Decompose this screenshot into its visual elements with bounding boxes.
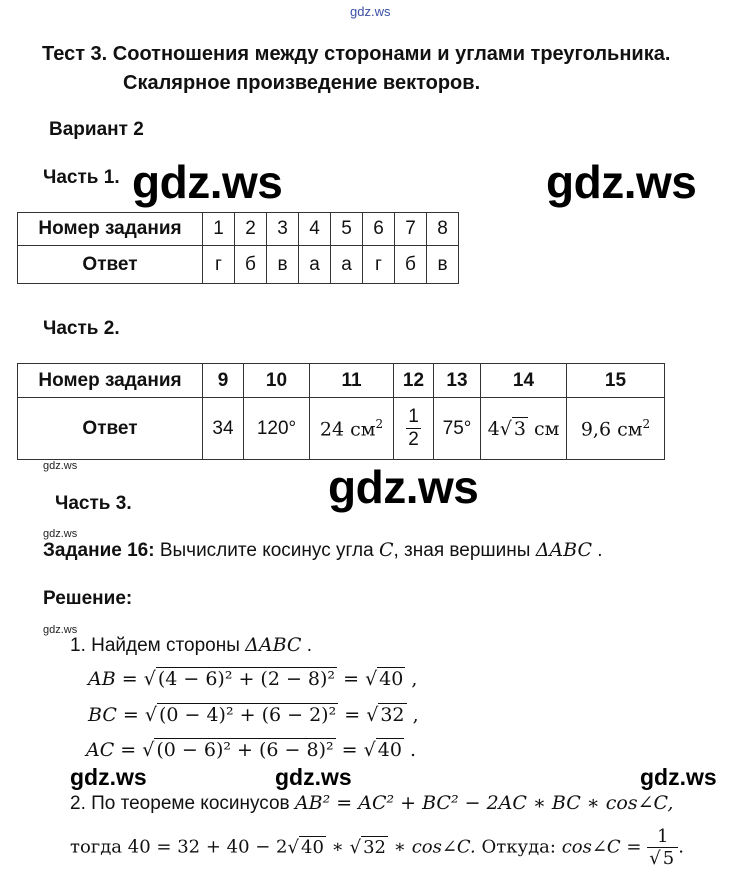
sqrt-icon: √ [366,704,379,726]
answer-cell: б [235,246,267,284]
watermark-small: gdz.ws [43,460,78,472]
sqrt-icon: √ [144,704,157,726]
answer-cell: в [267,246,299,284]
formula-eq: = [341,739,358,761]
table-answer-label: Ответ [18,246,203,284]
sqrt-icon: √ [365,668,378,690]
task-number: 2 [235,213,267,246]
fraction [406,406,421,451]
fraction-denominator: 2 [408,429,419,450]
part3-heading: Часть 3. [55,493,132,514]
watermark-big: gdz.ws [546,156,697,208]
sqrt-icon: √ [649,848,661,869]
fraction-numerator: 1 [647,826,678,848]
part2-heading: Часть 2. [43,318,120,339]
conclusion-op: ∗ [331,836,344,858]
task-number: 6 [363,213,395,246]
fraction [647,826,678,869]
variant-heading: Вариант 2 [49,119,144,140]
formula-end: , [412,704,419,726]
answer-cell: а [331,246,363,284]
conclusion-text: тогда 40 = 32 + 40 − 2 [70,836,288,858]
answer-cell [310,398,394,460]
conclusion-cos: ∗ cos∠C. [393,836,476,858]
formula-eq: = [344,704,361,726]
sqrt-radicand: 40 [379,668,404,690]
fraction-numerator: 1 [408,406,419,427]
sqrt-radicand: 32 [363,836,386,858]
task-text: , зная вершины [393,540,531,561]
sqrt-icon: √ [363,739,376,761]
conclusion-end: . [678,836,684,858]
sqrt-radicand: 3 [513,417,526,440]
answer-cell: а [299,246,331,284]
answer-unit: см [533,417,560,440]
answer-cell [394,398,434,460]
conclusion-otkuda: Откуда: [481,836,556,858]
task-number: 14 [481,364,567,398]
task-number: 12 [394,364,434,398]
answer-cell: г [203,246,235,284]
formula-lhs: AB = [88,668,138,690]
sqrt-radicand: (0 − 6)² + (6 − 8)² [156,739,334,761]
formula-eq: = [343,668,360,690]
sqrt-radicand: (0 − 4)² + (6 − 2)² [158,704,337,726]
watermark-big: gdz.ws [328,461,479,513]
table-header-label: Номер задания [18,364,203,398]
formula-bc [88,704,419,726]
sqrt-radicand: 40 [377,739,402,761]
task-angle: C [378,539,394,561]
formula-lhs: BC = [88,704,139,726]
answer-cell: г [363,246,395,284]
answer-value: 9,6 см [580,418,643,441]
watermark-mid: gdz.ws [275,764,352,790]
sqrt-radicand: 5 [662,848,675,869]
task-number: 3 [267,213,299,246]
task-triangle: ΔABC [535,539,592,561]
answer-cell [481,398,567,460]
answer-cell: б [395,246,427,284]
table-header-label: Номер задания [18,213,203,246]
watermark-mid: gdz.ws [70,764,147,790]
page-title-line2: Скалярное произведение векторов. [123,72,481,94]
watermark-small: gdz.ws [43,624,78,636]
step-text: 2. По теореме косинусов [70,793,290,814]
answer-exponent: 2 [642,416,651,431]
part2-answer-table [17,363,665,460]
formula-lhs: AC = [86,739,137,761]
formula-ac [86,739,416,761]
answer-cell: 34 [203,398,244,460]
sqrt-icon: √ [142,739,155,761]
task-number: 4 [299,213,331,246]
formula-end: , [411,668,418,690]
task-number: 5 [331,213,363,246]
task-number: 15 [567,364,665,398]
task-number: 7 [395,213,427,246]
answer-coef: 4 [487,417,500,440]
step-formula: AB² = AC² + BC² − 2AC ∗ BC ∗ cos∠C, [294,792,674,814]
sqrt-icon: √ [143,668,156,690]
sqrt-radicand: (4 − 6)² + (2 − 8)² [157,668,336,690]
task-number: 8 [427,213,459,246]
task-number: 11 [310,364,394,398]
sqrt-icon: √ [287,836,299,858]
fraction-denominator [647,848,678,869]
page-title-line1: Тест 3. Соотношения между сторонами и углами треугольника. [42,43,671,65]
task16-statement [43,539,603,562]
watermark-big: gdz.ws [132,156,283,208]
watermark-top: gdz.ws [350,4,391,19]
sqrt-radicand: 40 [301,836,324,858]
conclusion-cos-label: cos∠C = [561,836,642,858]
formula-ab [88,668,417,690]
answer-cell: в [427,246,459,284]
answer-cell: 120° [244,398,310,460]
step2-line [70,792,673,815]
table-answer-label: Ответ [18,398,203,460]
step-end: . [306,635,312,656]
step-text: 1. Найдем стороны [70,635,240,656]
task-end: . [597,540,603,561]
task-text: Вычислите косинус угла [159,540,374,561]
task-label: Задание 16: [43,540,155,561]
step1-line [70,634,312,657]
task-number: 9 [203,364,244,398]
sqrt-radicand: 32 [380,704,405,726]
answer-cell: 75° [434,398,481,460]
conclusion-line [70,826,684,869]
sqrt-icon: √ [499,417,512,440]
task-number: 1 [203,213,235,246]
sqrt-icon: √ [349,836,362,858]
solution-heading: Решение: [43,588,133,609]
watermark-mid: gdz.ws [640,764,717,790]
answer-value: 24 см [319,418,376,441]
task-number: 13 [434,364,481,398]
part1-heading: Часть 1. [43,167,120,188]
task-number: 10 [244,364,310,398]
step-triangle: ΔABC [245,634,302,656]
answer-exponent: 2 [375,416,384,431]
watermark-small: gdz.ws [43,528,78,540]
answer-cell [567,398,665,460]
formula-end: . [409,739,417,761]
part1-answer-table [17,212,459,284]
